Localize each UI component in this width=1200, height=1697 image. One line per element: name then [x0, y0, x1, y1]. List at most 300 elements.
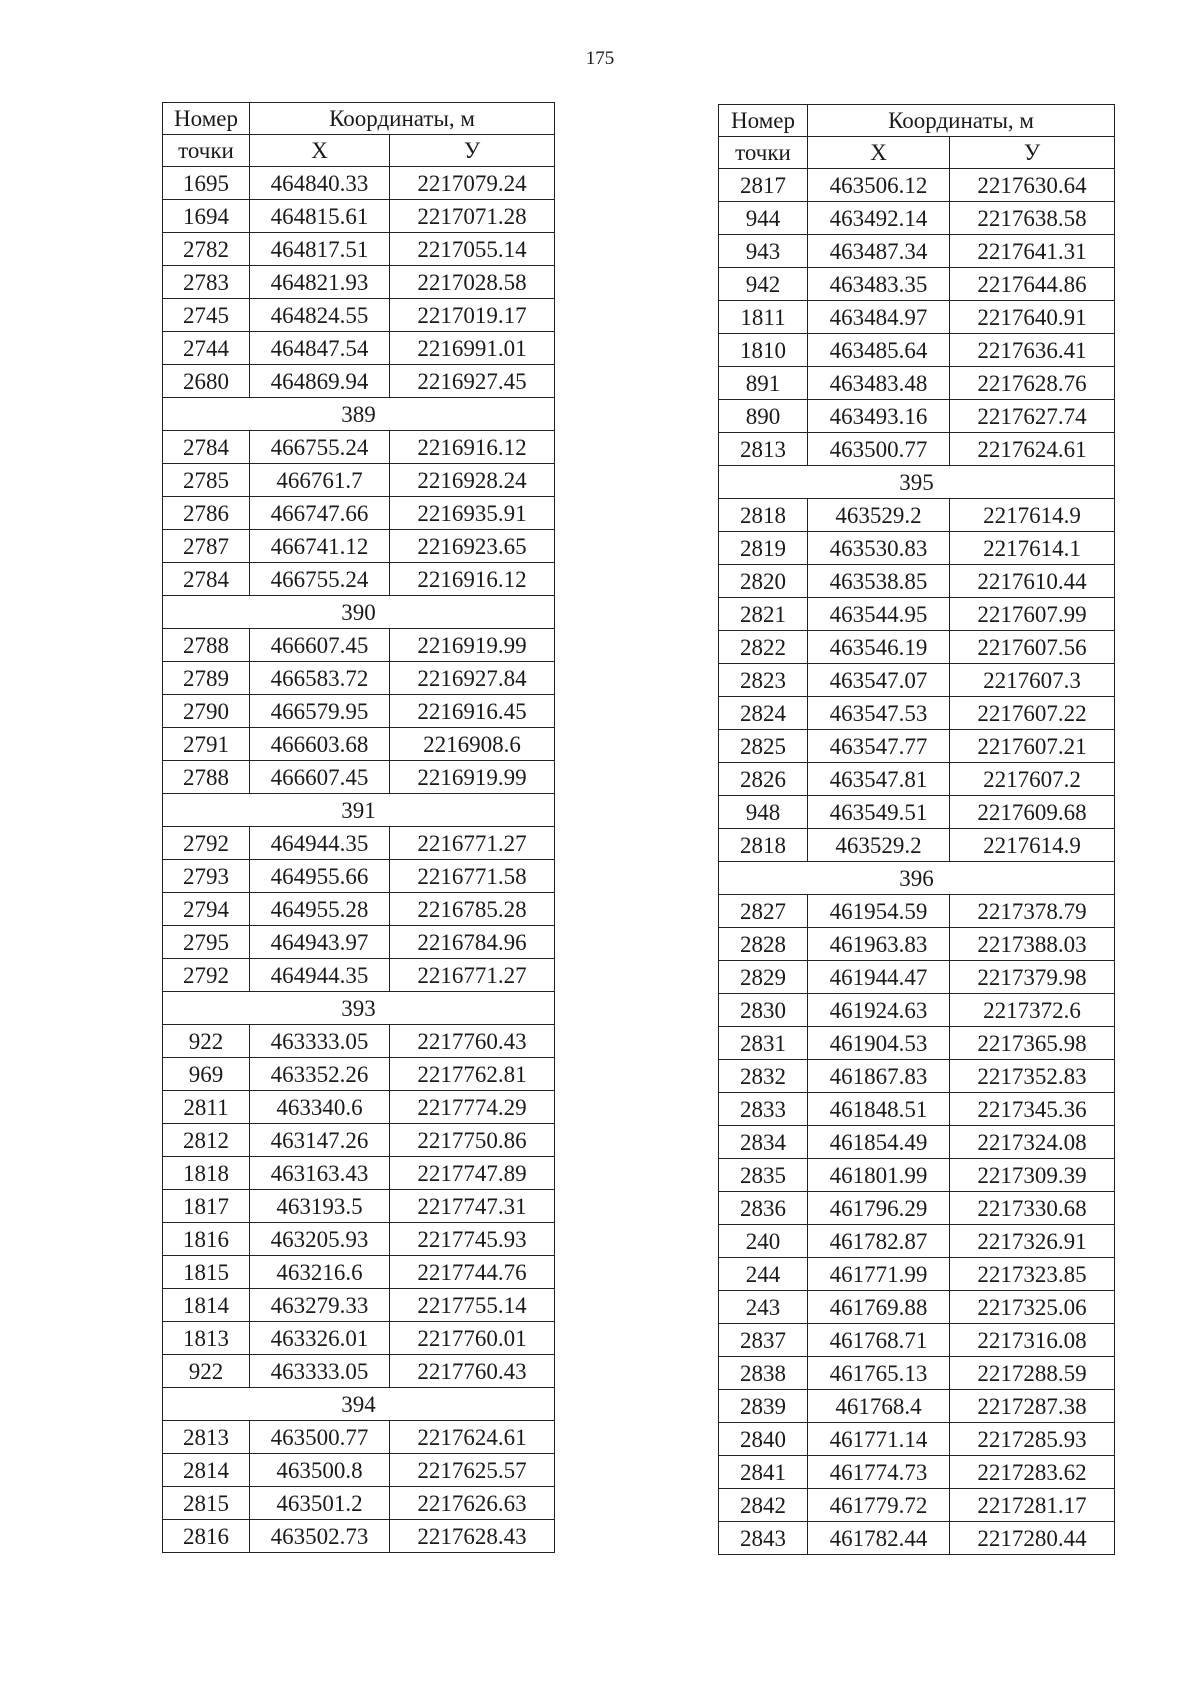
y-coordinate-cell: 2216927.84: [390, 662, 555, 695]
table-row: [163, 431, 555, 464]
y-coordinate-cell: 2217614.9: [950, 829, 1115, 862]
x-coordinate-cell: 461771.14: [808, 1423, 950, 1456]
y-coordinate-cell: 2217607.2: [950, 763, 1115, 796]
x-coordinate-cell: 461769.88: [808, 1291, 950, 1324]
table-row: [719, 334, 1115, 367]
section-row: [163, 596, 555, 629]
x-coordinate-cell: 463501.2: [250, 1487, 390, 1520]
point-number-cell: 2835: [719, 1159, 808, 1192]
x-coordinate-cell: 464821.93: [250, 266, 390, 299]
point-number-cell: 2839: [719, 1390, 808, 1423]
point-number-cell: 1817: [163, 1190, 250, 1223]
table-row: [163, 1289, 555, 1322]
table-row: [719, 1258, 1115, 1291]
table-row: [163, 1091, 555, 1124]
table-row: [719, 235, 1115, 268]
point-number-cell: 2792: [163, 827, 250, 860]
x-coordinate-cell: 463483.35: [808, 268, 950, 301]
table-row: [163, 266, 555, 299]
point-number-cell: 2786: [163, 497, 250, 530]
x-coordinate-cell: 466761.7: [250, 464, 390, 497]
x-coordinate-cell: 464847.54: [250, 332, 390, 365]
point-number-cell: 942: [719, 268, 808, 301]
header-point-number-line1: Номер: [719, 105, 808, 137]
x-coordinate-cell: 464815.61: [250, 200, 390, 233]
y-coordinate-cell: 2217762.81: [390, 1058, 555, 1091]
table-row: [719, 532, 1115, 565]
x-coordinate-cell: 464944.35: [250, 959, 390, 992]
point-number-cell: 2784: [163, 563, 250, 596]
point-number-cell: 2792: [163, 959, 250, 992]
header-coordinates: Координаты, м: [808, 105, 1115, 137]
point-number-cell: 2817: [719, 169, 808, 202]
table-row: [719, 1126, 1115, 1159]
x-coordinate-cell: 463530.83: [808, 532, 950, 565]
table-row: [719, 664, 1115, 697]
table-row: [163, 893, 555, 926]
point-number-cell: 2833: [719, 1093, 808, 1126]
point-number-cell: 2837: [719, 1324, 808, 1357]
x-coordinate-cell: 463500.77: [808, 433, 950, 466]
header-y: У: [950, 137, 1115, 169]
x-coordinate-cell: 461854.49: [808, 1126, 950, 1159]
x-coordinate-cell: 461768.4: [808, 1390, 950, 1423]
x-coordinate-cell: 461867.83: [808, 1060, 950, 1093]
y-coordinate-cell: 2217747.31: [390, 1190, 555, 1223]
table-row: [163, 365, 555, 398]
y-coordinate-cell: 2217330.68: [950, 1192, 1115, 1225]
y-coordinate-cell: 2217055.14: [390, 233, 555, 266]
header-point-number-line2: точки: [719, 137, 808, 169]
table-row: [163, 1058, 555, 1091]
point-number-cell: 2790: [163, 695, 250, 728]
x-coordinate-cell: 461848.51: [808, 1093, 950, 1126]
header-point-number-line2: точки: [163, 135, 250, 167]
table-row: [719, 1093, 1115, 1126]
y-coordinate-cell: 2216916.12: [390, 563, 555, 596]
y-coordinate-cell: 2217630.64: [950, 169, 1115, 202]
point-number-cell: 2822: [719, 631, 808, 664]
y-coordinate-cell: 2216771.58: [390, 860, 555, 893]
section-row: [719, 466, 1115, 499]
header-y: У: [390, 135, 555, 167]
x-coordinate-cell: 463529.2: [808, 499, 950, 532]
point-number-cell: 922: [163, 1355, 250, 1388]
table-row: [163, 926, 555, 959]
point-number-cell: 2812: [163, 1124, 250, 1157]
x-coordinate-cell: 464869.94: [250, 365, 390, 398]
y-coordinate-cell: 2217638.58: [950, 202, 1115, 235]
x-coordinate-cell: 463492.14: [808, 202, 950, 235]
table-row: [163, 728, 555, 761]
point-number-cell: 2819: [719, 532, 808, 565]
point-number-cell: 243: [719, 1291, 808, 1324]
x-coordinate-cell: 466755.24: [250, 563, 390, 596]
x-coordinate-cell: 461801.99: [808, 1159, 950, 1192]
point-number-cell: 2841: [719, 1456, 808, 1489]
y-coordinate-cell: 2216785.28: [390, 893, 555, 926]
x-coordinate-cell: 463340.6: [250, 1091, 390, 1124]
table-row: [719, 697, 1115, 730]
point-number-cell: 2815: [163, 1487, 250, 1520]
table-row: [163, 1025, 555, 1058]
y-coordinate-cell: 2217614.1: [950, 532, 1115, 565]
table-row: [163, 299, 555, 332]
y-coordinate-cell: 2217365.98: [950, 1027, 1115, 1060]
point-number-cell: 2795: [163, 926, 250, 959]
point-number-cell: 1818: [163, 1157, 250, 1190]
point-number-cell: 1816: [163, 1223, 250, 1256]
x-coordinate-cell: 466607.45: [250, 629, 390, 662]
y-coordinate-cell: 2217626.63: [390, 1487, 555, 1520]
page-number: 175: [585, 48, 615, 69]
table-row: [163, 959, 555, 992]
table-row: [719, 1291, 1115, 1324]
table-row: [163, 1454, 555, 1487]
section-number: 390: [163, 596, 555, 629]
y-coordinate-cell: 2217624.61: [390, 1421, 555, 1454]
y-coordinate-cell: 2216919.99: [390, 761, 555, 794]
table-row: [719, 895, 1115, 928]
point-number-cell: 2830: [719, 994, 808, 1027]
point-number-cell: 2788: [163, 629, 250, 662]
point-number-cell: 2787: [163, 530, 250, 563]
x-coordinate-cell: 463485.64: [808, 334, 950, 367]
section-row: [719, 862, 1115, 895]
point-number-cell: 2789: [163, 662, 250, 695]
y-coordinate-cell: 2217379.98: [950, 961, 1115, 994]
x-coordinate-cell: 463549.51: [808, 796, 950, 829]
y-coordinate-cell: 2217079.24: [390, 167, 555, 200]
point-number-cell: 2824: [719, 697, 808, 730]
table-row: [163, 464, 555, 497]
y-coordinate-cell: 2217325.06: [950, 1291, 1115, 1324]
y-coordinate-cell: 2217352.83: [950, 1060, 1115, 1093]
point-number-cell: 2793: [163, 860, 250, 893]
y-coordinate-cell: 2217281.17: [950, 1489, 1115, 1522]
y-coordinate-cell: 2217607.99: [950, 598, 1115, 631]
x-coordinate-cell: 461954.59: [808, 895, 950, 928]
table-row: [163, 662, 555, 695]
x-coordinate-cell: 463546.19: [808, 631, 950, 664]
table-row: [163, 200, 555, 233]
y-coordinate-cell: 2217744.76: [390, 1256, 555, 1289]
point-number-cell: 2832: [719, 1060, 808, 1093]
header-coordinates: Координаты, м: [250, 103, 555, 135]
y-coordinate-cell: 2217309.39: [950, 1159, 1115, 1192]
point-number-cell: 2829: [719, 961, 808, 994]
y-coordinate-cell: 2217287.38: [950, 1390, 1115, 1423]
point-number-cell: 240: [719, 1225, 808, 1258]
y-coordinate-cell: 2216916.45: [390, 695, 555, 728]
y-coordinate-cell: 2217388.03: [950, 928, 1115, 961]
section-number: 391: [163, 794, 555, 827]
point-number-cell: 244: [719, 1258, 808, 1291]
y-coordinate-cell: 2217607.56: [950, 631, 1115, 664]
table-row: [719, 565, 1115, 598]
x-coordinate-cell: 463500.8: [250, 1454, 390, 1487]
x-coordinate-cell: 463487.34: [808, 235, 950, 268]
y-coordinate-cell: 2217750.86: [390, 1124, 555, 1157]
y-coordinate-cell: 2217628.76: [950, 367, 1115, 400]
x-coordinate-cell: 461765.13: [808, 1357, 950, 1390]
table-row: [719, 169, 1115, 202]
point-number-cell: 943: [719, 235, 808, 268]
table-row: [719, 1456, 1115, 1489]
table-row: [719, 829, 1115, 862]
section-number: 393: [163, 992, 555, 1025]
table-row: [163, 1487, 555, 1520]
table-row: [719, 763, 1115, 796]
table-row: [163, 332, 555, 365]
point-number-cell: 2826: [719, 763, 808, 796]
table-row: [719, 961, 1115, 994]
y-coordinate-cell: 2216928.24: [390, 464, 555, 497]
y-coordinate-cell: 2217288.59: [950, 1357, 1115, 1390]
x-coordinate-cell: 464944.35: [250, 827, 390, 860]
y-coordinate-cell: 2217324.08: [950, 1126, 1115, 1159]
x-coordinate-cell: 464955.28: [250, 893, 390, 926]
y-coordinate-cell: 2217774.29: [390, 1091, 555, 1124]
x-coordinate-cell: 461796.29: [808, 1192, 950, 1225]
x-coordinate-cell: 461904.53: [808, 1027, 950, 1060]
y-coordinate-cell: 2216916.12: [390, 431, 555, 464]
point-number-cell: 2816: [163, 1520, 250, 1553]
table-row: [163, 695, 555, 728]
x-coordinate-cell: 464943.97: [250, 926, 390, 959]
table-row: [719, 1522, 1115, 1555]
table-row: [719, 1159, 1115, 1192]
x-coordinate-cell: 463547.77: [808, 730, 950, 763]
x-coordinate-cell: 466607.45: [250, 761, 390, 794]
y-coordinate-cell: 2216784.96: [390, 926, 555, 959]
y-coordinate-cell: 2217636.41: [950, 334, 1115, 367]
x-coordinate-cell: 466603.68: [250, 728, 390, 761]
table-row: [719, 1390, 1115, 1423]
x-coordinate-cell: 463529.2: [808, 829, 950, 862]
table-row: [719, 631, 1115, 664]
table-row: [719, 928, 1115, 961]
y-coordinate-cell: 2217760.43: [390, 1025, 555, 1058]
y-coordinate-cell: 2217614.9: [950, 499, 1115, 532]
point-number-cell: 2813: [163, 1421, 250, 1454]
y-coordinate-cell: 2217747.89: [390, 1157, 555, 1190]
table-row: [163, 1190, 555, 1223]
y-coordinate-cell: 2217326.91: [950, 1225, 1115, 1258]
x-coordinate-cell: 466755.24: [250, 431, 390, 464]
table-row: [163, 497, 555, 530]
table-row: [719, 1027, 1115, 1060]
point-number-cell: 1813: [163, 1322, 250, 1355]
point-number-cell: 2783: [163, 266, 250, 299]
y-coordinate-cell: 2217627.74: [950, 400, 1115, 433]
point-number-cell: 944: [719, 202, 808, 235]
table-row: [719, 1060, 1115, 1093]
table-row: [719, 1192, 1115, 1225]
table-row: [719, 202, 1115, 235]
table-row: [719, 499, 1115, 532]
point-number-cell: 948: [719, 796, 808, 829]
x-coordinate-cell: 463352.26: [250, 1058, 390, 1091]
x-coordinate-cell: 463147.26: [250, 1124, 390, 1157]
point-number-cell: 2838: [719, 1357, 808, 1390]
y-coordinate-cell: 2217760.43: [390, 1355, 555, 1388]
table-row: [719, 598, 1115, 631]
x-coordinate-cell: 466579.95: [250, 695, 390, 728]
x-coordinate-cell: 461924.63: [808, 994, 950, 1027]
x-coordinate-cell: 463493.16: [808, 400, 950, 433]
point-number-cell: 2828: [719, 928, 808, 961]
y-coordinate-cell: 2217624.61: [950, 433, 1115, 466]
point-number-cell: 2794: [163, 893, 250, 926]
x-coordinate-cell: 463193.5: [250, 1190, 390, 1223]
point-number-cell: 2745: [163, 299, 250, 332]
table-row: [719, 268, 1115, 301]
x-coordinate-cell: 466583.72: [250, 662, 390, 695]
point-number-cell: 1811: [719, 301, 808, 334]
x-coordinate-cell: 463500.77: [250, 1421, 390, 1454]
table-row: [719, 367, 1115, 400]
table-row: [163, 1355, 555, 1388]
x-coordinate-cell: 463506.12: [808, 169, 950, 202]
y-coordinate-cell: 2217607.3: [950, 664, 1115, 697]
y-coordinate-cell: 2217280.44: [950, 1522, 1115, 1555]
y-coordinate-cell: 2217609.68: [950, 796, 1115, 829]
y-coordinate-cell: 2217610.44: [950, 565, 1115, 598]
y-coordinate-cell: 2217323.85: [950, 1258, 1115, 1291]
x-coordinate-cell: 463538.85: [808, 565, 950, 598]
y-coordinate-cell: 2216771.27: [390, 959, 555, 992]
header-x: X: [808, 137, 950, 169]
y-coordinate-cell: 2217640.91: [950, 301, 1115, 334]
table-row: [163, 827, 555, 860]
table-row: [719, 400, 1115, 433]
y-coordinate-cell: 2216935.91: [390, 497, 555, 530]
point-number-cell: 890: [719, 400, 808, 433]
x-coordinate-cell: 463216.6: [250, 1256, 390, 1289]
point-number-cell: 2840: [719, 1423, 808, 1456]
x-coordinate-cell: 463205.93: [250, 1223, 390, 1256]
point-number-cell: 1815: [163, 1256, 250, 1289]
x-coordinate-cell: 463279.33: [250, 1289, 390, 1322]
y-coordinate-cell: 2216927.45: [390, 365, 555, 398]
table-row: [163, 530, 555, 563]
point-number-cell: 1695: [163, 167, 250, 200]
point-number-cell: 2823: [719, 664, 808, 697]
table-row: [163, 761, 555, 794]
table-row: [719, 1423, 1115, 1456]
table-body-right: [719, 169, 1115, 1555]
x-coordinate-cell: 463163.43: [250, 1157, 390, 1190]
y-coordinate-cell: 2217628.43: [390, 1520, 555, 1553]
table-row: [719, 1489, 1115, 1522]
table-row: [163, 1256, 555, 1289]
x-coordinate-cell: 464955.66: [250, 860, 390, 893]
x-coordinate-cell: 463547.07: [808, 664, 950, 697]
point-number-cell: 1810: [719, 334, 808, 367]
table-row: [719, 1357, 1115, 1390]
table-row: [163, 1520, 555, 1553]
y-coordinate-cell: 2217745.93: [390, 1223, 555, 1256]
x-coordinate-cell: 461768.71: [808, 1324, 950, 1357]
x-coordinate-cell: 463483.48: [808, 367, 950, 400]
table-row: [163, 1223, 555, 1256]
point-number-cell: 891: [719, 367, 808, 400]
point-number-cell: 2782: [163, 233, 250, 266]
point-number-cell: 2820: [719, 565, 808, 598]
y-coordinate-cell: 2217071.28: [390, 200, 555, 233]
x-coordinate-cell: 461771.99: [808, 1258, 950, 1291]
y-coordinate-cell: 2217607.22: [950, 697, 1115, 730]
y-coordinate-cell: 2217625.57: [390, 1454, 555, 1487]
section-number: 395: [719, 466, 1115, 499]
x-coordinate-cell: 464824.55: [250, 299, 390, 332]
y-coordinate-cell: 2216919.99: [390, 629, 555, 662]
x-coordinate-cell: 461944.47: [808, 961, 950, 994]
section-number: 396: [719, 862, 1115, 895]
header-point-number-line1: Номер: [163, 103, 250, 135]
table-row: [163, 1124, 555, 1157]
section-row: [163, 398, 555, 431]
section-number: 394: [163, 1388, 555, 1421]
point-number-cell: 2818: [719, 499, 808, 532]
x-coordinate-cell: 463502.73: [250, 1520, 390, 1553]
y-coordinate-cell: 2217607.21: [950, 730, 1115, 763]
x-coordinate-cell: 461782.87: [808, 1225, 950, 1258]
point-number-cell: 2813: [719, 433, 808, 466]
table-row: [163, 860, 555, 893]
table-row: [719, 1225, 1115, 1258]
table-row: [163, 233, 555, 266]
y-coordinate-cell: 2217755.14: [390, 1289, 555, 1322]
x-coordinate-cell: 466747.66: [250, 497, 390, 530]
point-number-cell: 2827: [719, 895, 808, 928]
point-number-cell: 2825: [719, 730, 808, 763]
y-coordinate-cell: 2217019.17: [390, 299, 555, 332]
x-coordinate-cell: 466741.12: [250, 530, 390, 563]
y-coordinate-cell: 2217644.86: [950, 268, 1115, 301]
coordinates-table-left: [162, 102, 555, 1553]
table-row: [719, 433, 1115, 466]
header-x: X: [250, 135, 390, 167]
x-coordinate-cell: 461774.73: [808, 1456, 950, 1489]
x-coordinate-cell: 463547.53: [808, 697, 950, 730]
table-row: [163, 1322, 555, 1355]
section-number: 389: [163, 398, 555, 431]
x-coordinate-cell: 464817.51: [250, 233, 390, 266]
y-coordinate-cell: 2216923.65: [390, 530, 555, 563]
table-row: [719, 796, 1115, 829]
point-number-cell: 922: [163, 1025, 250, 1058]
x-coordinate-cell: 463333.05: [250, 1355, 390, 1388]
point-number-cell: 2842: [719, 1489, 808, 1522]
y-coordinate-cell: 2217283.62: [950, 1456, 1115, 1489]
y-coordinate-cell: 2217028.58: [390, 266, 555, 299]
point-number-cell: 2814: [163, 1454, 250, 1487]
section-row: [163, 992, 555, 1025]
point-number-cell: 2791: [163, 728, 250, 761]
x-coordinate-cell: 464840.33: [250, 167, 390, 200]
x-coordinate-cell: 461963.83: [808, 928, 950, 961]
table-row: [719, 994, 1115, 1027]
point-number-cell: 2834: [719, 1126, 808, 1159]
point-number-cell: 2784: [163, 431, 250, 464]
x-coordinate-cell: 461779.72: [808, 1489, 950, 1522]
coordinates-table-right: [718, 104, 1115, 1555]
point-number-cell: 2788: [163, 761, 250, 794]
x-coordinate-cell: 463547.81: [808, 763, 950, 796]
x-coordinate-cell: 463484.97: [808, 301, 950, 334]
